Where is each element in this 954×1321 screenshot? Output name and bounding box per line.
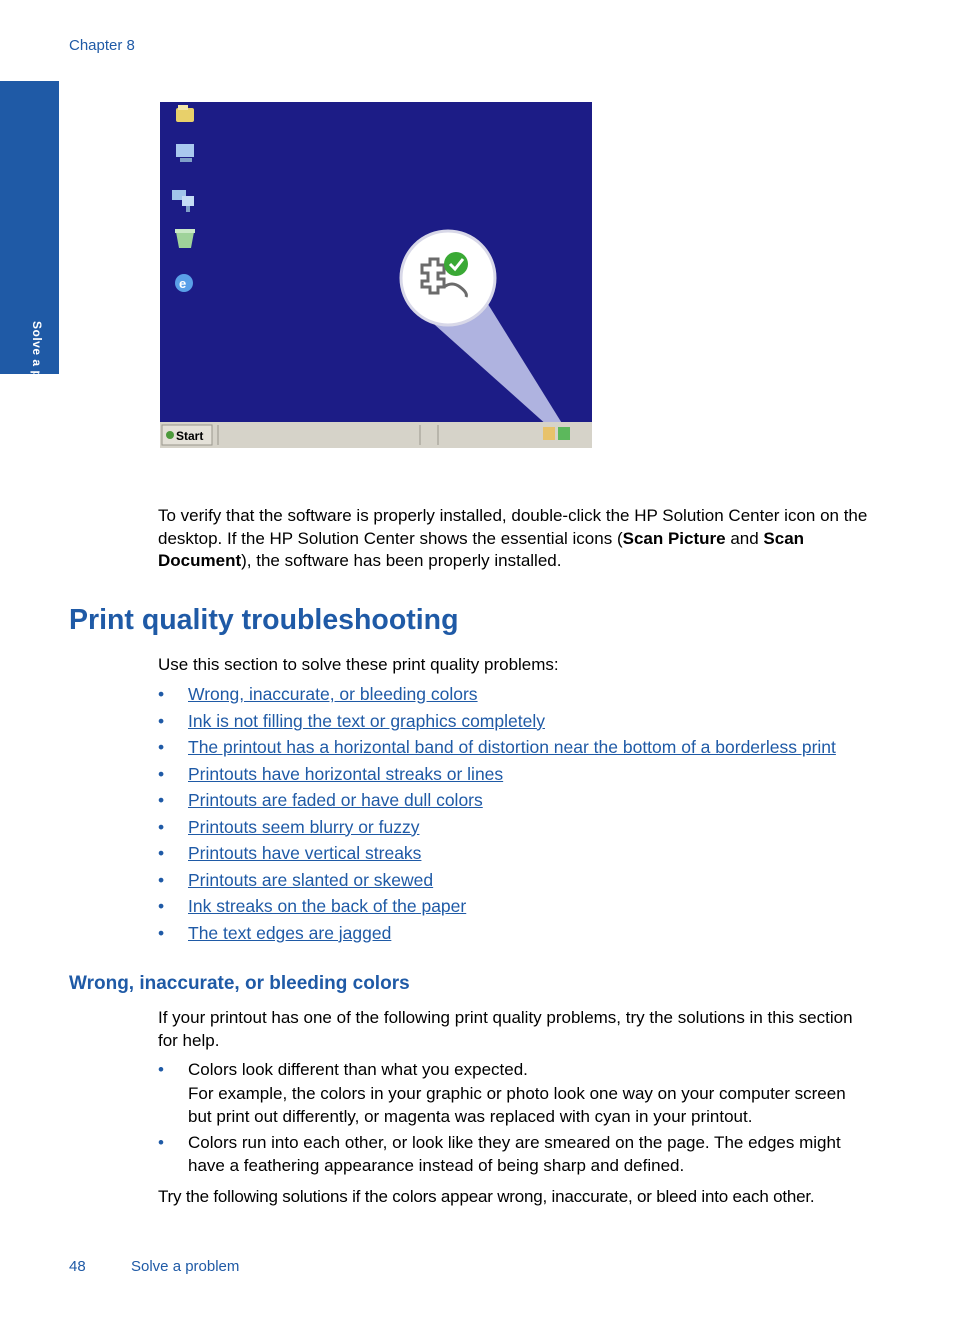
callout-circle: [401, 231, 495, 325]
scan-picture-label: Scan Picture: [622, 528, 726, 548]
page-number: 48: [69, 1258, 86, 1275]
chapter-label: Chapter 8: [69, 37, 135, 54]
side-tab: [0, 81, 59, 422]
link-horizontal-band[interactable]: The printout has a horizontal band of distortion near the bottom of a borderless print: [188, 737, 836, 757]
scan-document-label: Scan Document: [158, 528, 805, 570]
tray-hp-icon: [558, 427, 570, 440]
bullet: •: [158, 843, 165, 863]
link-jagged-edges[interactable]: The text edges are jagged: [188, 922, 392, 943]
link-faded-colors[interactable]: Printouts are faded or have dull colors: [188, 790, 483, 810]
windows-logo-icon: [166, 431, 174, 439]
link-wrong-colors[interactable]: Wrong, inaccurate, or bleeding colors: [188, 684, 478, 704]
list-item: [158, 1058, 874, 1129]
link-ink-streaks-back[interactable]: Ink streaks on the back of the paper: [188, 896, 467, 916]
tray-icon: [543, 427, 555, 440]
problem-text: Colors look different than what you expected.: [188, 1060, 528, 1079]
link-vertical-streaks[interactable]: Printouts have vertical streaks: [188, 843, 422, 863]
svg-text:e: e: [179, 276, 187, 291]
bullet: •: [158, 1060, 164, 1079]
link-blurry[interactable]: Printouts seem blurry or fuzzy: [188, 816, 420, 837]
bullet: •: [158, 684, 165, 704]
problem-description-list: [158, 1058, 874, 1180]
bullet: •: [158, 763, 165, 784]
link-ink-not-filling[interactable]: Ink is not filling the text or graphics completely: [188, 710, 545, 731]
bullet: •: [158, 869, 165, 890]
subsection-title: Wrong, inaccurate, or bleeding colors: [69, 973, 410, 994]
list-item: [158, 1131, 874, 1178]
desktop-screenshot: [158, 100, 594, 452]
taskbar: [160, 422, 592, 448]
problem-text: Colors run into each other, or look like they are smeared on the page. The edges might have a feathering appearance instead of being sharp and defined.: [188, 1132, 841, 1175]
section-title: Print quality troubleshooting: [69, 604, 459, 636]
bullet: •: [158, 790, 165, 810]
link-horizontal-streaks[interactable]: Printouts have horizontal streaks or lines: [188, 763, 504, 784]
install-verify-paragraph: To verify that the software is properly installed, double-click the HP Solution Center icon on the desktop. If the HP Solution Center shows the essential icons (Scan Picture and Scan Document), the software has been properly installed.: [158, 506, 868, 570]
bullet: •: [158, 896, 165, 916]
bullet: •: [158, 1132, 164, 1152]
link-slanted[interactable]: Printouts are slanted or skewed: [188, 869, 434, 890]
problem-example: For example, the colors in your graphic or photo look one way on your computer screen but print out differently, or magenta was replaced with cyan in your printout.: [188, 1083, 846, 1126]
internet-explorer-icon: [175, 274, 193, 292]
start-label: Start: [176, 429, 204, 443]
section-lead: Use this section to solve these print quality problems:: [158, 655, 559, 674]
footer-section-name: Solve a problem: [131, 1258, 240, 1275]
bullet: •: [158, 816, 165, 837]
closing-paragraph: Try the following solutions if the colors appear wrong, inaccurate, or bleed into each other.: [158, 1187, 815, 1206]
bullet: •: [158, 922, 165, 943]
side-tab-label: Solve a problem: [30, 321, 44, 422]
bullet: •: [158, 737, 165, 757]
subsection-lead: If your printout has one of the following print quality problems, try the solutions in this section for help.: [158, 1008, 853, 1050]
bullet: •: [158, 710, 165, 731]
checkmark-badge-icon: [444, 252, 468, 276]
start-button[interactable]: [162, 425, 212, 445]
